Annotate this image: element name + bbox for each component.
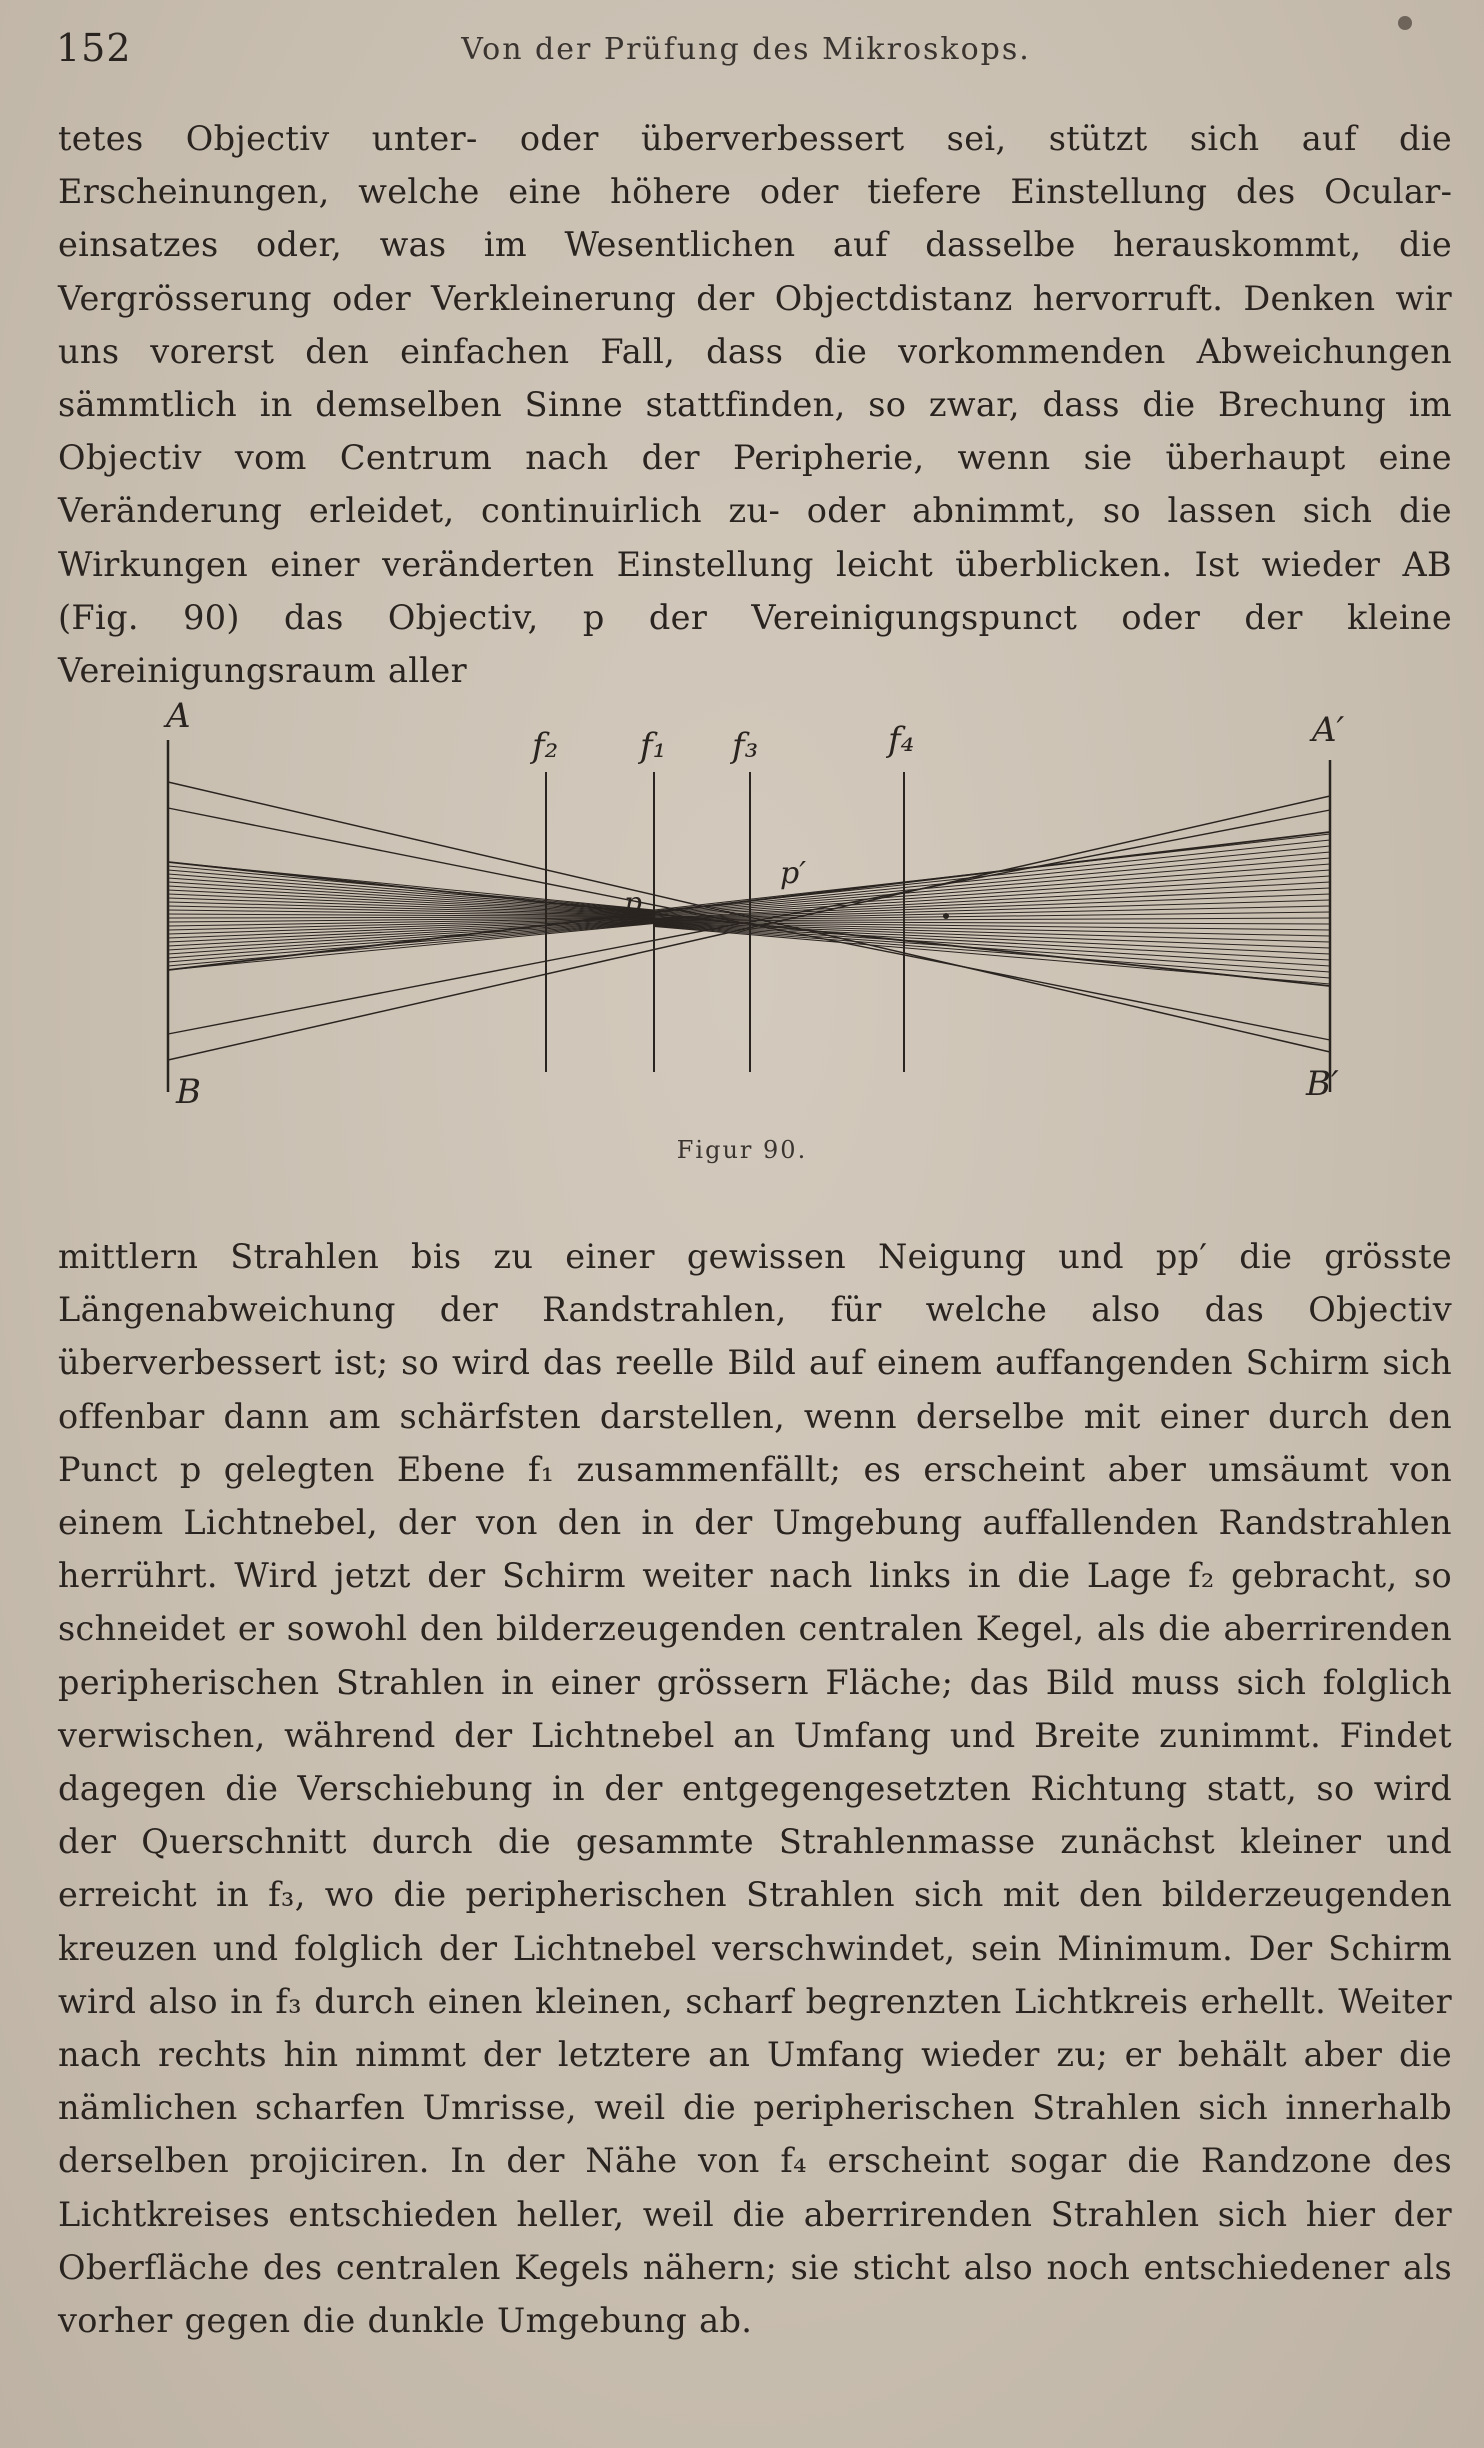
label-A: A <box>166 696 191 736</box>
label-p: p <box>624 886 642 919</box>
ink-smudge <box>1398 16 1412 30</box>
label-B: B <box>176 1072 201 1112</box>
label-p-prime: p′ <box>780 856 807 891</box>
paragraph-1: tetes Objectiv unter- oder überverbessert sei, stützt sich auf die Erscheinungen, welche eine höhere oder tiefere Einstellung des Oculareinsatzes oder, was im Wesentlichen auf dasselbe herauskommt, die Vergrösserung oder Verkleinerung der Objectdistanz hervorruft. Denken wir uns vorerst den einfachen Fall, dass die vorkommenden Abweichungen sämmtlich in demselben Sinne stattfinden, so zwar, dass die Brechung im Objectiv vom Centrum nach der Peripherie, wenn sie überhaupt eine Veränderung erleidet, continuirlich zu- oder abnimmt, so lassen sich die Wirkungen einer veränderten Einstellung leicht überblicken. Ist wieder AB (Fig. 90) das Objectiv, p der Vereinigungspunct oder der kleine Vereinigungsraum aller <box>58 119 1452 691</box>
ray-diagram <box>140 700 1390 1170</box>
label-f2: f₂ <box>532 726 559 766</box>
central-cone-right <box>654 834 1330 984</box>
figure-90 <box>140 696 1390 1170</box>
running-title: Von der Prüfung des Mikroskops. <box>461 32 1031 67</box>
label-f1: f₁ <box>640 726 667 766</box>
dot <box>943 913 949 919</box>
label-B-prime: B′ <box>1306 1064 1339 1104</box>
page-number: 152 <box>56 26 132 70</box>
paragraph-2: mittlern Strahlen bis zu einer gewissen Neigung und pp′ die grösste Längenabweichung der Randstrahlen, für welche also das Objectiv überverbessert ist; so wird das reelle Bild auf einem auffangenden Schirm sich offenbar dann am schärfsten darstellen, wenn derselbe mit einer durch den Punct p gelegten Ebene f₁ zusammenfällt; es erscheint aber umsäumt von einem Lichtnebel, der von den in der Umgebung auffallenden Randstrahlen herrührt. Wird jetzt der Schirm weiter nach links in die Lage f₂ gebracht, so schneidet er sowohl den bilderzeugenden centralen Kegel, als die aberrirenden peripherischen Strahlen in einer grössern Fläche; das Bild muss sich folglich verwischen, während der Lichtnebel an Umfang und Breite zunimmt. Findet dagegen die Verschiebung in der entgegengesetzten Richtung statt, so wird der Querschnitt durch die gesammte Strahlenmasse zunächst kleiner und erreicht in f₃, wo die peripherischen Strahlen sich mit den bilderzeugenden kreuzen und folglich der Lichtnebel verschwindet, sein Minimum. Der Schirm wird also in f₃ durch einen kleinen, scharf begrenzten Lichtkreis erhellt. Weiter nach rechts hin nimmt der letztere an Umfang wieder zu; er behält aber die nämlichen scharfen Umrisse, weil die peripherischen Strahlen sich innerhalb derselben projiciren. In der Nähe von f₄ erscheint sogar die Randzone des Lichtkreises entschieden heller, weil die aberrirenden Strahlen sich hier der Oberfläche des centralen Kegels nähern; sie sticht also noch entschiedener als vorher gegen die dunkle Umgebung ab. <box>58 1237 1452 2341</box>
figure-caption: Figur 90. <box>676 1136 808 1164</box>
label-A-prime: A′ <box>1312 710 1345 750</box>
label-f4: f₄ <box>888 720 915 760</box>
label-f3: f₃ <box>732 726 759 766</box>
page-header <box>56 26 1436 76</box>
